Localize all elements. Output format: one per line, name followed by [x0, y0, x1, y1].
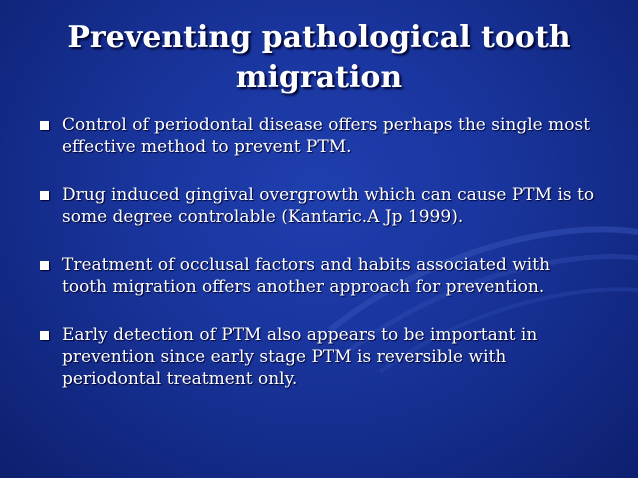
list-item	[38, 114, 600, 158]
square-bullet-icon	[40, 121, 49, 130]
bullet-text: Treatment of occlusal factors and habits associated with tooth migration offers another approach for prevention.	[62, 255, 551, 297]
slide-title: Preventing pathological tooth migration	[67, 20, 571, 95]
square-bullet-icon	[40, 191, 49, 200]
list-item	[38, 254, 600, 298]
list-item	[38, 324, 600, 390]
bullet-text: Drug induced gingival overgrowth which can cause PTM is to some degree controlable (Kantaric.A Jp 1999).	[62, 185, 595, 227]
square-bullet-icon	[40, 331, 49, 340]
square-bullet-icon	[40, 261, 49, 270]
bullet-text: Early detection of PTM also appears to be important in prevention since early stage PTM is reversible with periodontal treatment only.	[62, 325, 538, 389]
bullet-text: Control of periodontal disease offers perhaps the single most effective method to prevent PTM.	[62, 115, 591, 157]
list-item	[38, 184, 600, 228]
bullet-list	[38, 114, 600, 416]
